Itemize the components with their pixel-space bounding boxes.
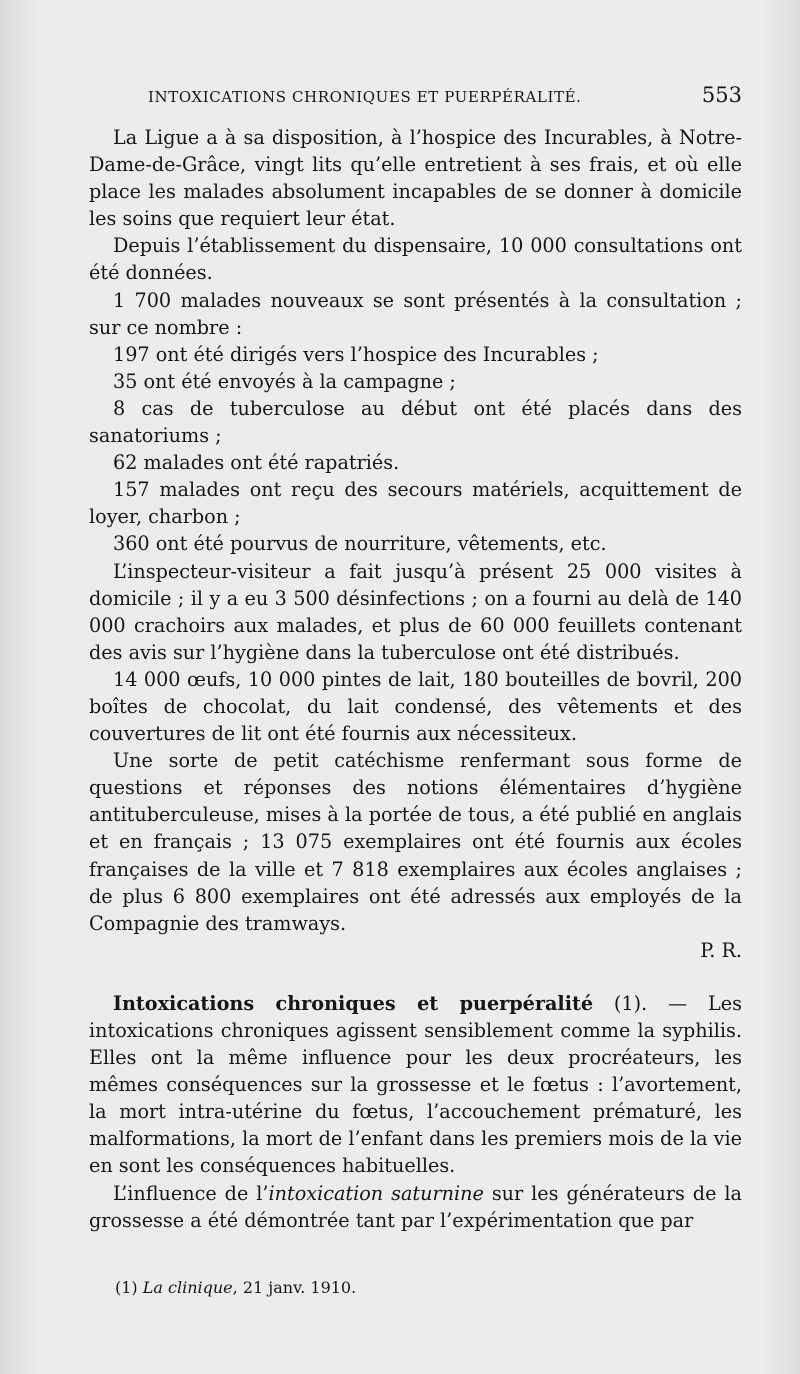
text-run: L’influence de l’ [113, 1181, 269, 1205]
paragraph: 1 700 malades nouveaux se sont présentés à la consultation ; sur ce nombre : [89, 288, 742, 339]
page-number: 553 [701, 83, 742, 107]
footnote-date: , 21 janv. 1910. [232, 1278, 357, 1297]
section-text: — Les intoxications chroniques agissent sensiblement comme la syphilis. Elles ont la même influence pour les deux procréateurs, les mêmes conséquences sur la grossesse et le fœtus : l’avortement, la mort intra-utérine du fœtus, l’accouchement prématuré, les malformations, la mort de l’enfant dans les premiers mois de la vie en sont les conséquences habituelles. [89, 991, 742, 1178]
section-title: Intoxications chroniques et puerpéralité [113, 991, 594, 1015]
footnote [115, 1278, 356, 1297]
paragraph: Depuis l’établissement du dispensaire, 10 000 consultations ont été données. [89, 234, 742, 285]
footnote-journal: La clinique [142, 1278, 233, 1297]
footnote-marker: (1) [115, 1278, 138, 1297]
paragraph: L’inspecteur-visiteur a fait jusqu’à présent 25 000 visites à domicile ; il y a eu 3 500 désinfections ; on a fourni au delà de 140 000 crachoirs aux malades, et plus de 60 000 feuillets contenant des avis sur l’hygiène dans la tuberculose ont été distribués. [89, 559, 742, 664]
text-run: sur les générateurs de la grossesse a été démontrée tant par l’expérimentation que par [89, 1181, 742, 1232]
section-paragraph [89, 990, 742, 1180]
running-title: INTOXICATIONS CHRONIQUES ET PUERPÉRALITÉ. [148, 88, 582, 106]
footnote-reference: (1). [613, 991, 648, 1015]
list-item: 157 malades ont reçu des secours matériels, acquittement de loyer, charbon ; [89, 478, 742, 529]
running-header [148, 83, 742, 107]
italic-term: intoxication saturnine [268, 1181, 484, 1205]
signature: P. R. [700, 938, 742, 962]
paragraph: Une sorte de petit catéchisme renfermant sous forme de questions et réponses des notions élémentaires d’hygiène antituberculeuse, mises à la portée de tous, a été publié en anglais et en français ; 13 075 exemplaires ont été fournis aux écoles françaises de la ville et 7 818 exemplaires aux écoles anglaises ; de plus 6 800 exemplaires ont été adressés aux employés de la Compagnie des tramways. [89, 749, 742, 935]
list-item: 8 cas de tuberculose au début ont été placés dans des sanatoriums ; [89, 396, 742, 448]
paragraph: La Ligue a à sa disposition, à l’hospice des Incurables, à Notre-Dame-de-Grâce, vingt lits qu’elle entretient à ses frais, et où elle place les malades absolument incapables de se donner à domicile les soins que requiert leur état. [89, 126, 742, 231]
paragraph: 14 000 œufs, 10 000 pintes de lait, 180 bouteilles de bovril, 200 boîtes de chocolat, du lait condensé, des vêtements et des couvertures de lit ont été fournis aux nécessiteux. [89, 667, 742, 746]
list-item: 197 ont été dirigés vers l’hospice des Incurables ; [113, 342, 599, 366]
paragraph [89, 1180, 742, 1234]
list-item: 35 ont été envoyés à la campagne ; [113, 369, 456, 393]
list-item: 360 ont été pourvus de nourriture, vêtements, etc. [113, 532, 607, 556]
list-item: 62 malades ont été rapatriés. [113, 451, 400, 475]
body-text [89, 124, 742, 1234]
